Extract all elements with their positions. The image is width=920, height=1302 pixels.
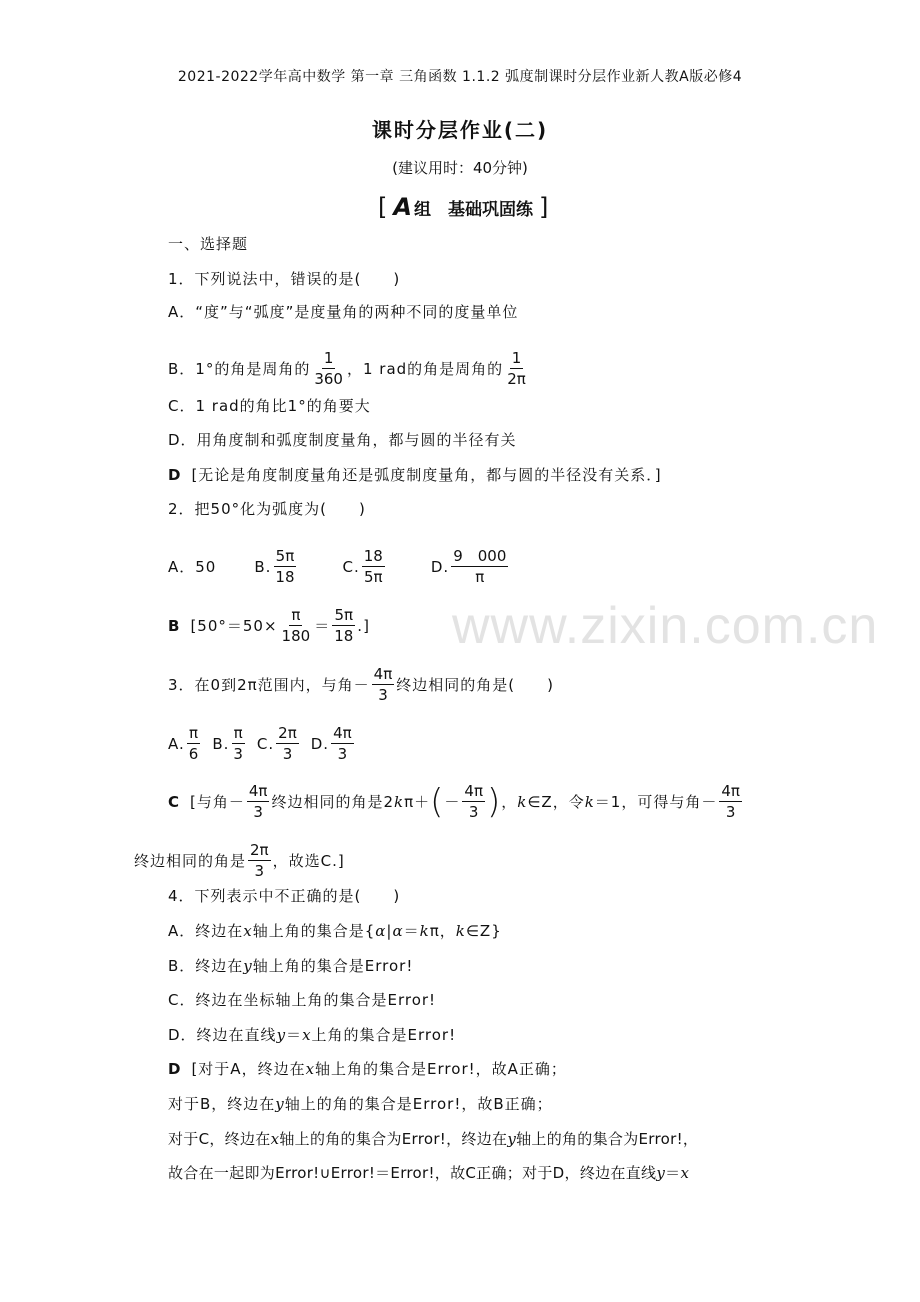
q4-answer-line1: D [对于A，终边在 x 轴上角的集合是Error!，故A正确； [168,1060,567,1078]
q3-answer-line1: C [与角－ $\frac{4\pi}{3}$ 终边相同的角是2 k π＋ ( － $\frac{4\pi}{3}$ ) ， k ∈Z，令 k ＝1，可得与角－ $\frac{4\pi}{3}$ [168,781,740,822]
watermark: www.zixin.com.cn [452,597,879,655]
q2-answer: B [50°＝50× $\frac{\pi}{180}$ ＝ $\frac{5\pi}{18}$ .] [168,606,370,645]
q4-stem: 4．下列表示中不正确的是( ) [168,887,401,905]
q2-stem: 2．把50°化为弧度为( ) [168,500,366,518]
group-letter: A [393,193,412,221]
q2-options: A．50 B. $\frac{5\pi}{18}$ C. $\frac{18}{5\pi}$ D. $\frac{9 000}{\pi}$ [168,547,507,586]
group-label: 组 基础巩固练 [413,199,533,220]
q3-answer-line2: 终边相同的角是 $\frac{2\pi}{3}$ ，故选C.] [134,841,345,880]
time-suggestion: (建议用时：40分钟) [392,159,528,177]
q1-option-b: B．1°的角是周角的 $\frac{1}{360}$ ，1 rad的角是周角的 $\frac{1}{2\pi}$ [168,349,526,388]
q4-option-b: B．终边在 y 轴上角的集合是Error! [168,957,414,975]
q4-answer-line2: 对于B，终边在 y 轴上的角的集合是Error!，故B正确； [168,1095,553,1113]
fraction: $\frac{1}{2\pi}$ [507,349,526,388]
q1-option-c: C．1 rad的角比1°的角要大 [168,397,371,415]
document-header: 2021-2022学年高中数学 第一章 三角函数 1.1.2 弧度制课时分层作业新人教A版必修4 [177,69,743,85]
q4-option-a: A．终边在 x 轴上角的集合是{ α | α ＝ k π， k ∈Z} [168,922,502,940]
q1-option-d: D．用角度制和弧度制度量角，都与圆的半径有关 [168,431,517,449]
q1-answer: D [无论是角度制度量角还是弧度制度量角，都与圆的半径没有关系．] [168,466,662,484]
right-bracket: ] [538,193,549,221]
q3-stem: 3．在0到2π范围内，与角－ $\frac{4\pi}{3}$ 终边相同的角是( ) [168,665,554,704]
section-heading: 一、选择题 [168,235,249,253]
q1-stem: 1．下列说法中，错误的是( ) [168,270,401,288]
group-heading [378,192,548,222]
q4-answer-line3: 对于C，终边在 x 轴上的角的集合为Error!，终边在 y 轴上的角的集合为Error!， [168,1130,699,1148]
q1-option-a: A．“度”与“弧度”是度量角的两种不同的度量单位 [168,303,519,321]
q4-answer-line4: 故合在一起即为Error!∪Error!＝Error!，故C正确；对于D，终边在直线 y ＝ x [168,1164,690,1182]
fraction: $\frac{1}{360}$ [314,349,343,388]
q4-option-d: D．终边在直线 y ＝ x 上角的集合是Error! [168,1026,457,1044]
page-title: 课时分层作业(二) [371,118,549,142]
left-bracket: [ [378,193,388,221]
q3-options: A. $\frac{\pi}{6}$ B. $\frac{\pi}{3}$ C. $\frac{2\pi}{3}$ D. $\frac{4\pi}{3}$ [168,724,352,763]
q4-option-c: C．终边在坐标轴上角的集合是Error! [168,991,437,1009]
